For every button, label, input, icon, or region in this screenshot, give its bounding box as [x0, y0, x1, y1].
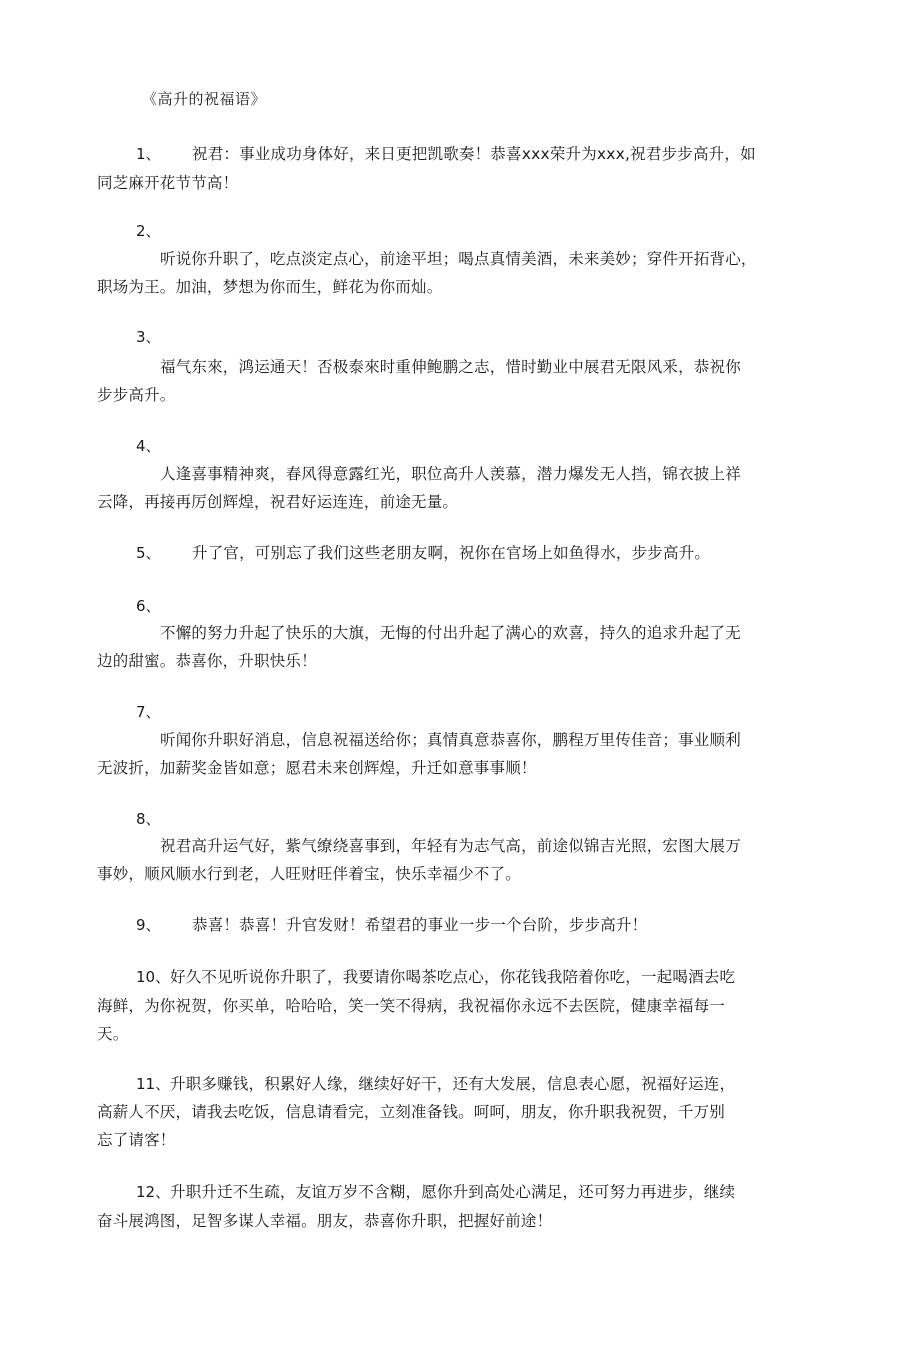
item-5-line-1: 升了官，可别忘了我们这些老朋友啊，祝你在官场上如鱼得水，步步高升。 — [192, 544, 711, 562]
item-7-number: 7、 — [136, 703, 161, 721]
item-2-line-2: 职场为王。加油，梦想为你而生，鲜花为你而灿。 — [97, 278, 443, 296]
item-11-line-1: 升职多赚钱，积累好人缘，继续好好干，还有大发展，信息表心愿，祝福好运连， — [170, 1075, 736, 1093]
item-7-line-2: 无波折，加薪奖金皆如意；愿君未来创辉煌，升迁如意事事顺！ — [97, 759, 537, 777]
item-5-number: 5、 — [136, 544, 161, 562]
item-10-line-1: 好久不见听说你升职了，我要请你喝茶吃点心，你花钱我陪着你吃，一起喝酒去吃 — [170, 968, 736, 986]
item-11-number: 11、 — [136, 1075, 171, 1093]
item-2-number: 2、 — [136, 222, 161, 240]
document-title: 《高升的祝福语》 — [142, 90, 267, 108]
item-8-line-2: 事妙，顺风顺水行到老，人旺财旺伴着宝，快乐幸福少不了。 — [97, 865, 521, 883]
item-10-line-3: 天。 — [97, 1025, 129, 1043]
item-3-line-1: 福气东來，鸿运通天！否极泰來时重伸鲍鹏之志，惜时勤业中展君无限风釆，恭祝你 — [160, 358, 741, 376]
item-6-line-2: 边的甜蜜。恭喜你，升职快乐！ — [97, 652, 317, 670]
item-11-line-2: 高薪人不厌，请我去吃饭，信息请看完，立刻准备钱。呵呵，朋友，你升职我祝贺，千万别 — [97, 1103, 726, 1121]
item-11-line-3: 忘了请客！ — [97, 1131, 176, 1149]
item-4-number: 4、 — [136, 437, 161, 455]
item-1-line-2: 同芝麻开花节节高！ — [97, 174, 239, 192]
item-1-number: 1、 — [136, 145, 161, 163]
item-12-line-1: 升职升迁不生疏，友谊万岁不含糊，愿你升到高处心满足，还可努力再进步，继续 — [170, 1183, 736, 1201]
item-2-line-1: 听说你升职了，吃点淡定点心，前途平坦；喝点真情美酒，未来美妙；穿件开拓背心， — [160, 250, 757, 268]
item-10-line-2: 海鲜，为你祝贺，你买单，哈哈哈，笑一笑不得病，我祝福你永远不去医院，健康幸福每一 — [97, 997, 726, 1015]
item-4-line-1: 人逢喜事精神爽，春风得意露红光，职位高升人羡慕，潜力爆发无人挡，锦衣披上祥 — [160, 465, 741, 483]
item-7-line-1: 听闻你升职好消息，信息祝福送给你；真情真意恭喜你，鹏程万里传佳音；事业顺利 — [160, 731, 741, 749]
item-6-line-1: 不懈的努力升起了快乐的大旗，无悔的付出升起了满心的欢喜，持久的追求升起了无 — [160, 624, 741, 642]
item-9-line-1: 恭喜！恭喜！升官发财！希望君的事业一步一个台阶，步步高升！ — [192, 916, 648, 934]
item-3-line-2: 步步高升。 — [97, 386, 176, 404]
item-6-number: 6、 — [136, 597, 161, 615]
item-12-line-2: 奋斗展鸿图，足智多谋人幸福。朋友，恭喜你升职，把握好前途！ — [97, 1212, 553, 1230]
item-8-line-1: 祝君高升运气好，紫气缭绕喜事到，年轻有为志气高，前途似锦吉光照，宏图大展万 — [160, 837, 741, 855]
item-9-number: 9、 — [136, 916, 161, 934]
item-10-number: 10、 — [136, 968, 171, 986]
item-1-line-1: 祝君：事业成功身体好，来日更把凯歌奏！恭喜xxx荣升为xxx,祝君步步高升，如 — [192, 145, 756, 163]
item-12-number: 12、 — [136, 1183, 171, 1201]
item-8-number: 8、 — [136, 810, 161, 828]
item-4-line-2: 云降，再接再厉创辉煌，祝君好运连连，前途无量。 — [97, 493, 459, 511]
item-3-number: 3、 — [136, 328, 161, 346]
